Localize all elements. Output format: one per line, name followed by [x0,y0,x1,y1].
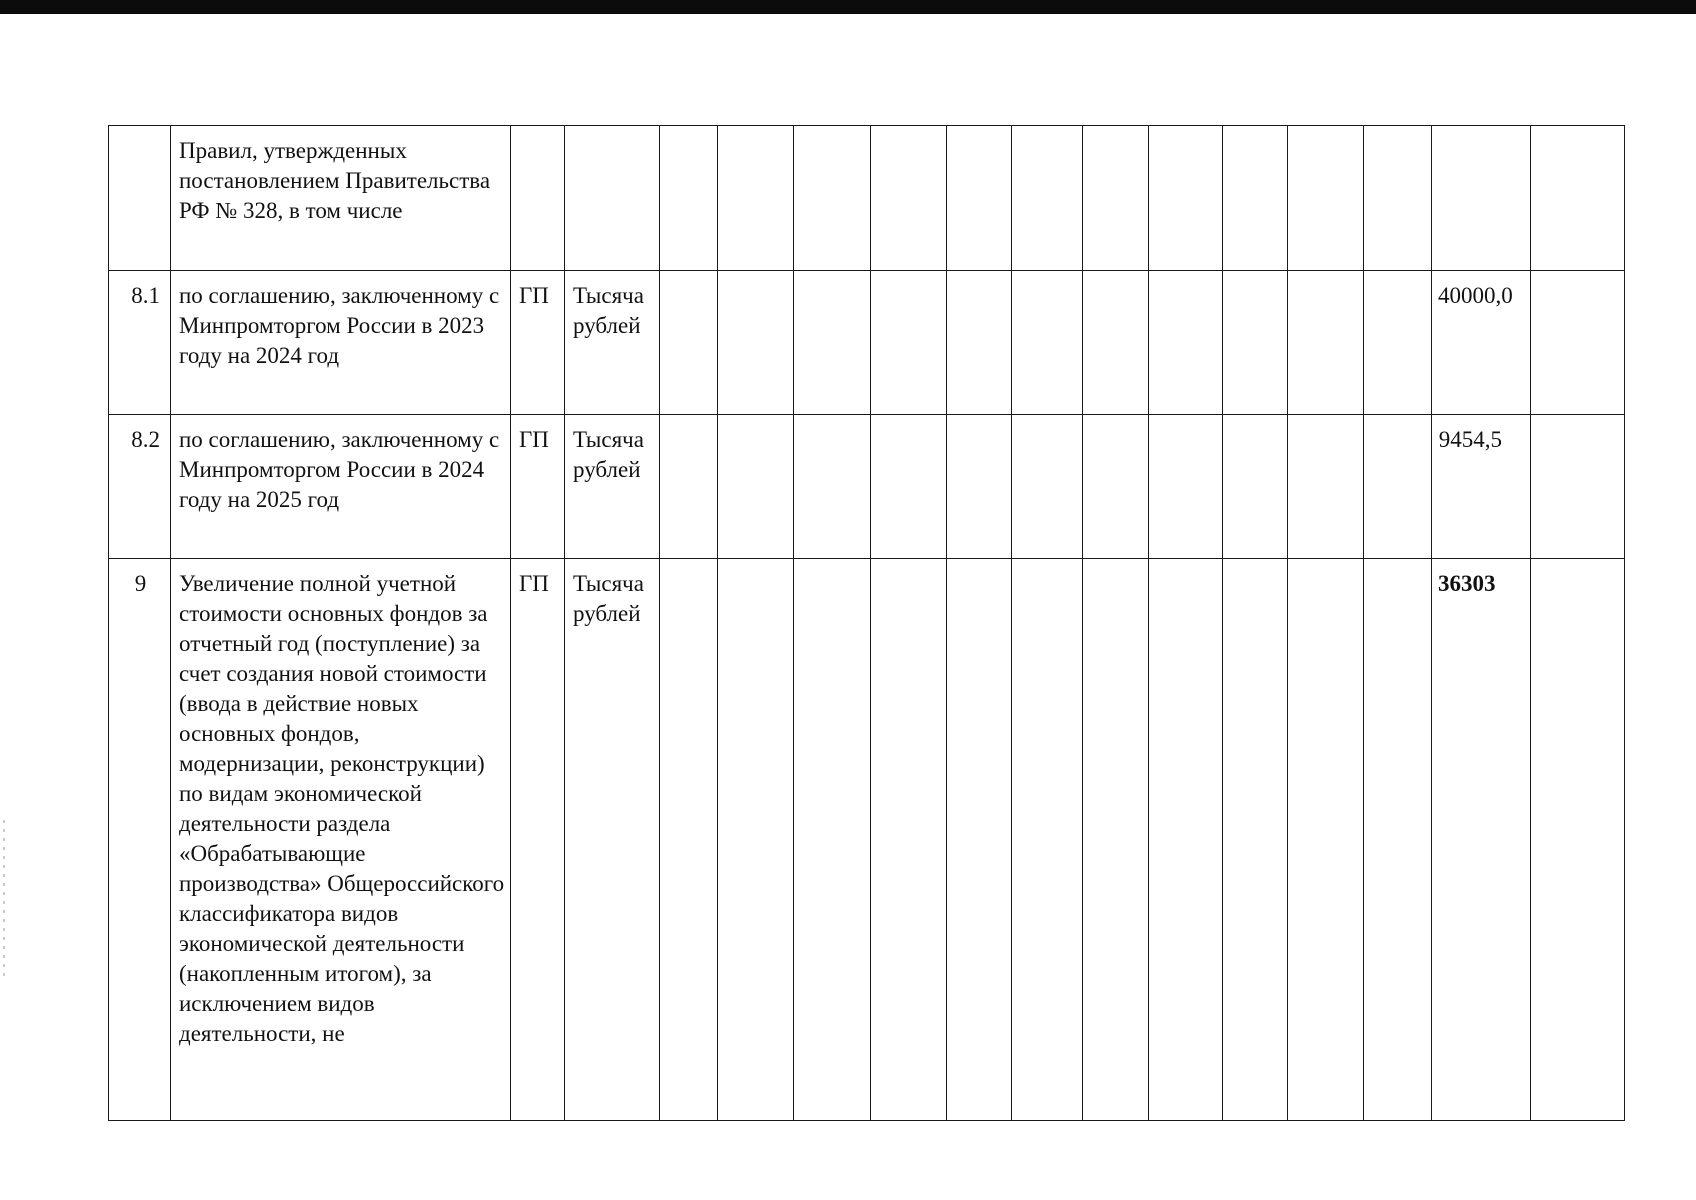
row-number: 8.2 [109,415,171,559]
empty-cell [794,415,871,559]
empty-cell [660,559,718,1121]
row-number [109,126,171,271]
empty-cell [1223,415,1288,559]
indicator-name: Правил, утвержденных постановлением Правительства РФ № 328, в том числе [171,126,511,271]
indicator-name: по соглашению, заключенному с Минпромторгом России в 2023 году на 2024 год [171,271,511,415]
empty-cell [1012,559,1083,1121]
indicator-name: по соглашению, заключенному с Минпромторгом России в 2024 году на 2025 год [171,415,511,559]
table-row [109,271,1625,415]
empty-cell [1531,559,1625,1121]
empty-cell [871,415,947,559]
empty-cell [660,271,718,415]
empty-cell [1364,126,1432,271]
empty-cell [1288,415,1364,559]
scan-edge-marks [3,820,5,980]
empty-cell [1012,126,1083,271]
table-row [109,126,1625,271]
empty-cell [1083,271,1149,415]
empty-cell [947,415,1012,559]
indicator-table [108,125,1625,1121]
empty-cell [1223,126,1288,271]
empty-cell [871,559,947,1121]
empty-cell [1364,271,1432,415]
empty-cell [718,126,794,271]
empty-cell [1083,126,1149,271]
value-cell: 36303 [1432,559,1531,1121]
empty-cell [1149,415,1223,559]
empty-cell [1149,126,1223,271]
empty-cell [947,559,1012,1121]
empty-cell [1012,415,1083,559]
table-row [109,415,1625,559]
empty-cell [871,271,947,415]
empty-cell [794,559,871,1121]
empty-cell [1012,271,1083,415]
empty-cell [660,415,718,559]
empty-cell [718,559,794,1121]
empty-cell [1531,415,1625,559]
row-number: 9 [109,559,171,1121]
program-type: ГП [511,559,565,1121]
empty-cell [1288,271,1364,415]
empty-cell [871,126,947,271]
value-cell [1432,126,1531,271]
table-row [109,559,1625,1121]
empty-cell [1083,415,1149,559]
program-type: ГП [511,415,565,559]
empty-cell [1288,559,1364,1121]
empty-cell [660,126,718,271]
empty-cell [1223,271,1288,415]
empty-cell [1083,559,1149,1121]
unit: Тысяча рублей [565,271,660,415]
unit [565,126,660,271]
unit: Тысяча рублей [565,415,660,559]
empty-cell [1531,271,1625,415]
empty-cell [794,271,871,415]
unit: Тысяча рублей [565,559,660,1121]
empty-cell [1531,126,1625,271]
empty-cell [1364,559,1432,1121]
value-cell: 9454,5 [1432,415,1531,559]
value-cell: 40000,0 [1432,271,1531,415]
empty-cell [947,126,1012,271]
empty-cell [1149,559,1223,1121]
empty-cell [1223,559,1288,1121]
program-type: ГП [511,271,565,415]
indicator-name: Увеличение полной учетной стоимости основных фондов за отчетный год (поступление) за счет создания новой стоимости (ввода в действие новых основных фондов, модернизации, реконструкции) по видам экономической деятельности раздела «Обрабатывающие производства» Общероссийского классификатора видов экономической деятельности (накопленным итогом), за исключением видов деятельности, не [171,559,511,1121]
empty-cell [1288,126,1364,271]
empty-cell [947,271,1012,415]
program-type [511,126,565,271]
row-number: 8.1 [109,271,171,415]
empty-cell [718,271,794,415]
empty-cell [794,126,871,271]
empty-cell [718,415,794,559]
empty-cell [1149,271,1223,415]
scan-top-border [0,0,1696,14]
empty-cell [1364,415,1432,559]
